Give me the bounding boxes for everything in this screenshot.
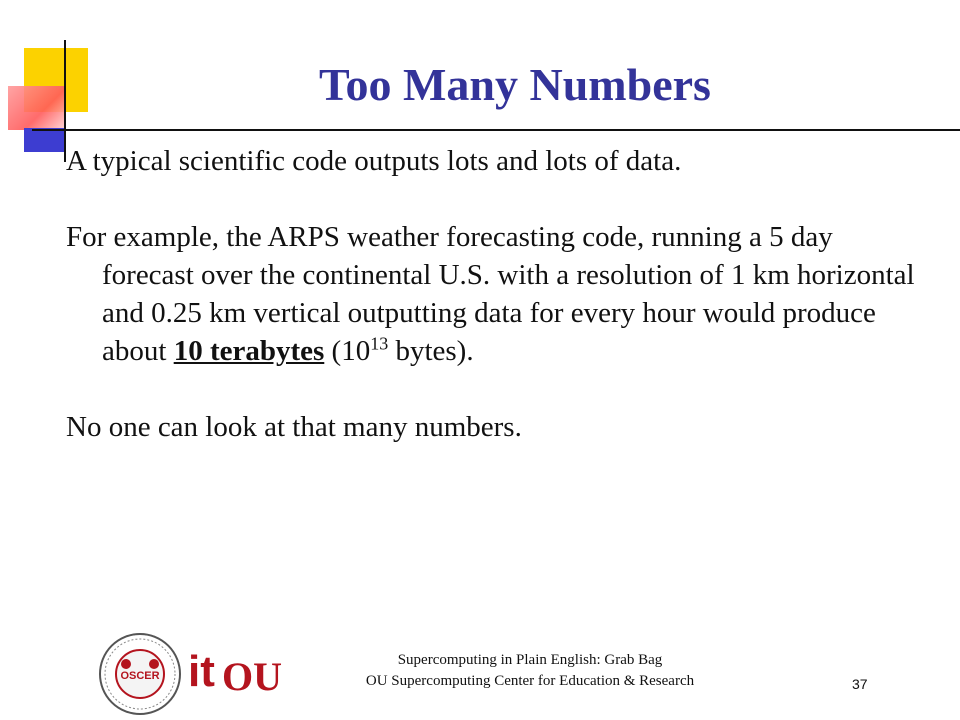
footer-course-title: Supercomputing in Plain English: Grab Bag [397, 652, 663, 668]
emphasis-terabytes: 10 terabytes [173, 335, 325, 367]
title-rule [32, 129, 960, 131]
svg-text:it: it [188, 647, 215, 696]
exponent: 13 [370, 333, 389, 354]
body-paragraph-1: A typical scientific code outputs lots and lots of data. [66, 145, 682, 177]
footer-organization: OU Supercomputing Center for Education & Research [365, 673, 695, 689]
body-paragraph-3: No one can look at that many numbers. [66, 411, 522, 443]
slide-body [66, 142, 916, 446]
slide-footer [300, 650, 760, 692]
svg-text:OSCER: OSCER [120, 670, 160, 682]
decor-red-square [8, 86, 64, 130]
oscer-seal-logo [98, 632, 182, 716]
slide-number: 37 [852, 676, 868, 692]
it-ou-logo [186, 638, 282, 699]
slide-title: Too Many Numbers [319, 59, 711, 110]
body-paragraph-2 [66, 218, 916, 370]
paragraph-2-end: bytes). [388, 335, 474, 367]
paragraph-2-text: For example, the ARPS weather forecasting code, running a 5 day forecast over the continental U.S. with a resolution of 1 km horizontal and 0.25 km vertical outputting data for every hour would produce about [66, 221, 915, 367]
paragraph-2-paren: (10 [324, 335, 371, 367]
decor-blue-square [24, 128, 64, 152]
svg-text:OU: OU [222, 654, 282, 699]
